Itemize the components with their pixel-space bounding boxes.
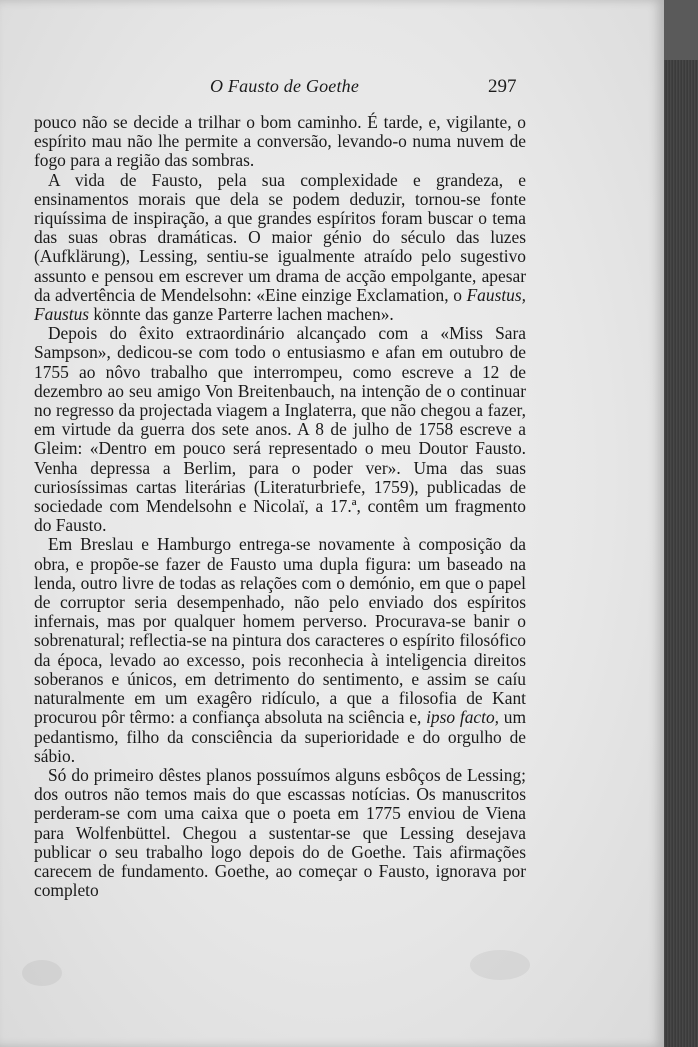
text-run: A vida de Fausto, pela sua complexidade e grandeza, e ensinamentos morais que dela se podem deduzir, tornou-se fonte riquíssima de inspiração, a que grandes espíritos foram buscar o tema das suas obras dramáticas. O maior génio do século das luzes (Aufklärung), Lessing, sentiu-se igualmente atraído pelo sugestivo assunto e pensou em escrever um drama de acção empolgante, apesar da advertência de Mendelsohn: «Eine einzige Exclamation, o [34,169,526,305]
italic-text-run: ipso facto, [426,707,499,728]
text-run: um pedantismo, filho da consciência da superioridade e do orgulho de sábio. [34,707,526,766]
book-page-edges-top [664,0,698,60]
page-stain [470,950,530,980]
page-header [0,76,664,104]
paragraph [34,171,526,325]
paragraph [34,535,526,765]
text-run: Em Breslau e Hamburgo entrega-se novamente à composição da obra, e propõe-se fazer de Fausto uma dupla figura: um baseado na lenda, outro livre de todas as relações com o demónio, em que o papel de corruptor seria desempenhado, não pelo enviado dos espíritos infernais, mas por qualquer homem perverso. Procurava-se banir o sobrenatural; reflectia-se na pintura dos caracteres o espírito filosófico da época, levado ao excesso, pois reconhecia à inteligencia direitos soberanos e únicos, em detrimento do sentimento, e assim se caíu naturalmente em um exagêro ridículo, a que a filosofia de Kant procurou pôr têrmo: a confiança absoluta na sciência e, [34,534,526,728]
running-title: O Fausto de Goethe [210,76,360,96]
body-text [34,113,526,900]
text-run: Só do primeiro dêstes planos possuímos alguns esbôços de Lessing; dos outros não temos mais do que escassas notícias. Os manuscritos perderam-se com uma caixa que o poeta em 1775 enviou de Viena para Wolfenbüttel. Chegou a sustentar-se que Lessing desejava publicar o seu trabalho logo depois do de Goethe. Tais afirmações carecem de fundamento. Goethe, ao começar o Fausto, ignorava por completo [34,764,526,901]
text-run: pouco não se decide a trilhar o bom caminho. É tarde, e, vigilante, o espírito mau não lhe permite a conversão, levando-o numa nuvem de fogo para a região das sombras. [34,112,526,171]
paragraph [34,324,526,535]
book-page-edges [664,0,698,1047]
page-stain [22,960,62,986]
text-run: Depois do êxito extraordinário alcançado com a «Miss Sara Sampson», dedicou-se com todo o entusiasmo e afan em outubro de 1755 ao nôvo trabalho que interrompeu, como escreve a 12 de dezembro ao seu amigo Von Breitenbauch, na intenção de o continuar no regresso da projectada viagem a Inglaterra, que não chegou a fazer, em virtude da guerra dos sete anos. A 8 de julho de 1758 escreve a Gleim: «Dentro em pouco será representado o meu Doutor Fausto. Venha depressa a Berlim, para o poder ver». Uma das suas curiosíssimas cartas literárias (Literaturbriefe, 1759), publicadas de sociedade com Mendelsohn e Nicolaï, a 17.ª, contêm um fragmento do Fausto. [34,323,526,536]
text-run: könnte das ganze Parterre lachen machen». [89,304,394,325]
paragraph-continuation [34,113,526,171]
page-number: 297 [488,76,517,97]
paragraph [34,766,526,900]
italic-text-run: Faustus, Faustus [34,284,526,325]
